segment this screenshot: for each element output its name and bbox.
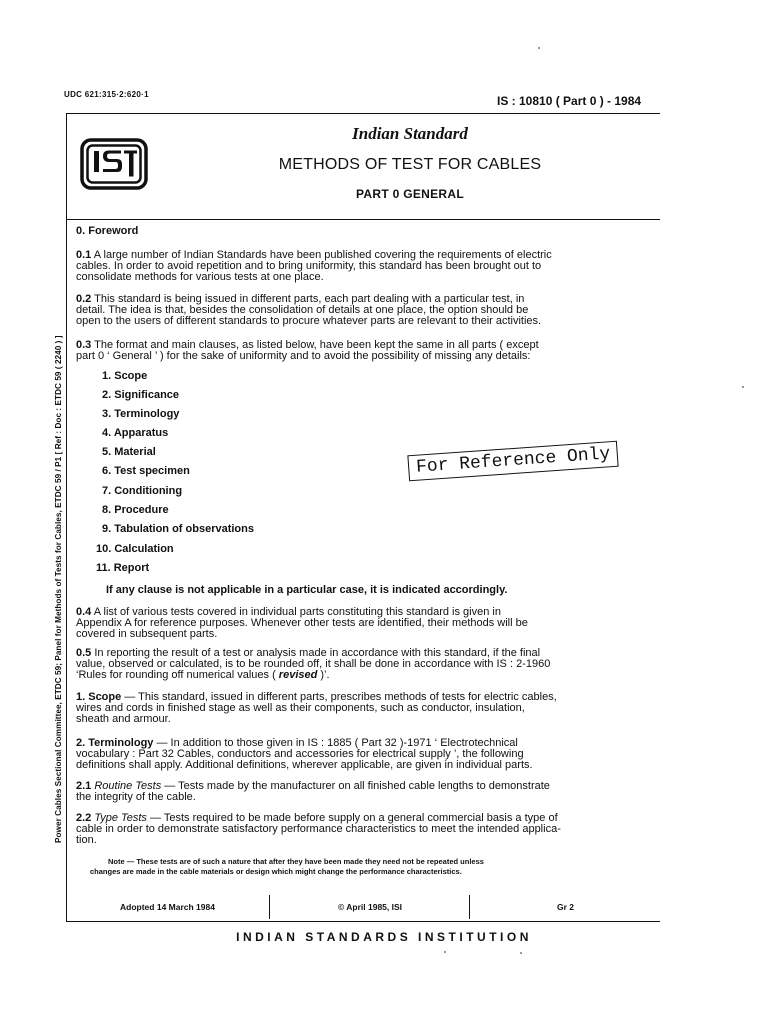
para-line: definitions shall apply. Additional definitions, wherever applicable, are given in individual parts. bbox=[76, 759, 533, 771]
para-0-4 bbox=[76, 607, 654, 640]
standard-number: IS : 10810 ( Part 0 ) - 1984 bbox=[497, 94, 642, 108]
para-number: 0.2 bbox=[76, 293, 92, 305]
para-number: 2.2 bbox=[76, 812, 92, 824]
para-line: the integrity of the cable. bbox=[76, 791, 196, 803]
clause-list-item: 2. Significance bbox=[102, 389, 180, 401]
document-title: METHODS OF TEST FOR CABLES bbox=[278, 156, 542, 173]
clause-list-item: 6. Test specimen bbox=[102, 465, 190, 477]
para-0-3 bbox=[76, 340, 654, 362]
clause-list-item: 7. Conditioning bbox=[102, 485, 183, 497]
para-line: cable in order to demonstrate satisfactory performance characteristics to meet the intended applica- bbox=[76, 823, 561, 835]
para-number: 0.4 bbox=[76, 606, 92, 618]
isi-logo bbox=[80, 138, 148, 190]
foreword-heading: 0. Foreword bbox=[76, 225, 139, 237]
frame-left-rule bbox=[66, 113, 67, 921]
reference-stamp: For Reference Only bbox=[407, 441, 619, 482]
section-heading: 2. Terminology bbox=[76, 737, 154, 749]
price-group: Gr 2 bbox=[556, 902, 574, 912]
clause-list-item: 9. Tabulation of observations bbox=[102, 523, 254, 535]
para-number: 0.5 bbox=[76, 647, 92, 659]
heading-dash: — bbox=[146, 812, 164, 824]
committee-reference: Power Cables Sectional Committee, ETDC 59; Panel for Methods of Tests for Cables, ETDC 59 / P1 [ Ref : Doc : ETDC 59 ( 2240 ) ] bbox=[54, 335, 63, 843]
revised-label: revised bbox=[278, 669, 318, 681]
para-0-2 bbox=[76, 294, 654, 327]
scan-speck bbox=[742, 386, 744, 388]
clause-list-item: 8. Procedure bbox=[102, 504, 169, 516]
para-line: value, observed or calculated, is to be rounded off, it shall be done in accordance with IS : 2-1960 bbox=[76, 658, 551, 670]
para-line: This standard, issued in different parts, prescribes methods of tests for electric cables, bbox=[138, 691, 557, 703]
standard-type: Indian Standard bbox=[352, 124, 468, 143]
section-scope bbox=[76, 692, 654, 725]
clause-list-item: 11. Report bbox=[96, 562, 150, 574]
scan-speck bbox=[520, 952, 522, 954]
section-type-tests bbox=[76, 813, 654, 846]
para-line: A large number of Indian Standards have been published covering the requirements of electric bbox=[93, 249, 552, 261]
para-line: A list of various tests covered in individual parts constituting this standard is given in bbox=[93, 606, 501, 618]
clause-list-item: 1. Scope bbox=[102, 370, 148, 382]
defined-term: Type Tests bbox=[94, 812, 147, 824]
section-heading: 1. Scope bbox=[76, 691, 122, 703]
section-terminology bbox=[76, 738, 654, 771]
para-line: wires and cords in finished stage as well as their components, such as conductor, insulation, bbox=[76, 702, 525, 714]
para-number: 0.3 bbox=[76, 339, 92, 351]
para-line: part 0 ‘ General ’ ) for the sake of uniformity and to avoid the possibility of missing any details: bbox=[76, 350, 531, 362]
para-line: In addition to those given in IS : 1885 ( Part 32 )-1971 ‘ Electrotechnical bbox=[170, 737, 518, 749]
tests-note bbox=[90, 857, 654, 877]
para-line: open to the users of different standards to procure whatever parts are relevant to their activities. bbox=[76, 315, 542, 327]
clause-list-item: 4. Apparatus bbox=[102, 427, 169, 439]
footer-divider bbox=[269, 895, 270, 919]
para-line: This standard is being issued in different parts, each part dealing with a particular test, in bbox=[94, 293, 525, 305]
clause-list-item: 10. Calculation bbox=[96, 543, 174, 555]
para-line: sheath and armour. bbox=[76, 713, 171, 725]
institution-name: INDIAN STANDARDS INSTITUTION bbox=[236, 930, 532, 944]
para-line: In reporting the result of a test or analysis made in accordance with this standard, if the final bbox=[94, 647, 541, 659]
para-line: detail. The idea is that, besides the consolidation of details at one place, the option should be bbox=[76, 304, 529, 316]
para-line: covered in subsequent parts. bbox=[76, 628, 218, 640]
clause-list-item: 3. Terminology bbox=[102, 408, 180, 420]
scan-speck bbox=[444, 951, 446, 953]
note-line: Note — These tests are of such a nature that after they have been made they need not be repeated unless bbox=[108, 857, 484, 866]
para-line: consolidate methods for various tests at one place. bbox=[76, 271, 324, 283]
frame-top-rule bbox=[66, 113, 660, 114]
copyright-notice: © April 1985, ISI bbox=[337, 902, 403, 912]
para-number: 2.1 bbox=[76, 780, 92, 792]
adoption-date: Adopted 14 March 1984 bbox=[120, 902, 215, 912]
para-line: cables. In order to avoid repetition and to bring uniformity, this standard has been brought out to bbox=[76, 260, 542, 272]
udc-code: UDC 621:315·2:620·1 bbox=[64, 90, 149, 99]
clause-applicability-note: If any clause is not applicable in a particular case, it is indicated accordingly. bbox=[106, 584, 508, 596]
para-line: tion. bbox=[76, 834, 97, 846]
para-line: Tests made by the manufacturer on all finished cable lengths to demonstrate bbox=[178, 780, 550, 792]
heading-dash: — bbox=[153, 737, 171, 749]
heading-dash: — bbox=[161, 780, 179, 792]
heading-dash: — bbox=[121, 691, 139, 703]
para-0-5 bbox=[76, 648, 654, 681]
para-line: The format and main clauses, as listed below, have been kept the same in all parts ( except bbox=[94, 339, 539, 351]
footer-divider bbox=[469, 895, 470, 919]
para-line: Tests required to be made before supply on a general commercial basis a type of bbox=[163, 812, 558, 824]
footer-row bbox=[66, 893, 660, 921]
header-divider bbox=[66, 219, 660, 220]
para-line: Appendix A for reference purposes. Whenever other tests are identified, their methods will be bbox=[76, 617, 528, 629]
clause-list-item: 5. Material bbox=[102, 446, 156, 458]
para-line: vocabulary : Part 32 Cables, conductors and accessories for electrical supply ’, the following bbox=[76, 748, 524, 760]
document-part: PART 0 GENERAL bbox=[356, 187, 464, 201]
defined-term: Routine Tests bbox=[94, 780, 162, 792]
para-line: )’. bbox=[320, 669, 330, 681]
section-routine-tests bbox=[76, 781, 654, 803]
para-0-1 bbox=[76, 250, 654, 283]
frame-bottom-rule bbox=[66, 921, 660, 922]
note-line: changes are made in the cable materials or design which might change the performance characteristics. bbox=[90, 867, 462, 876]
scan-speck bbox=[538, 47, 540, 49]
para-number: 0.1 bbox=[76, 249, 92, 261]
para-line: ‘Rules for rounding off numerical values ( bbox=[76, 669, 276, 681]
